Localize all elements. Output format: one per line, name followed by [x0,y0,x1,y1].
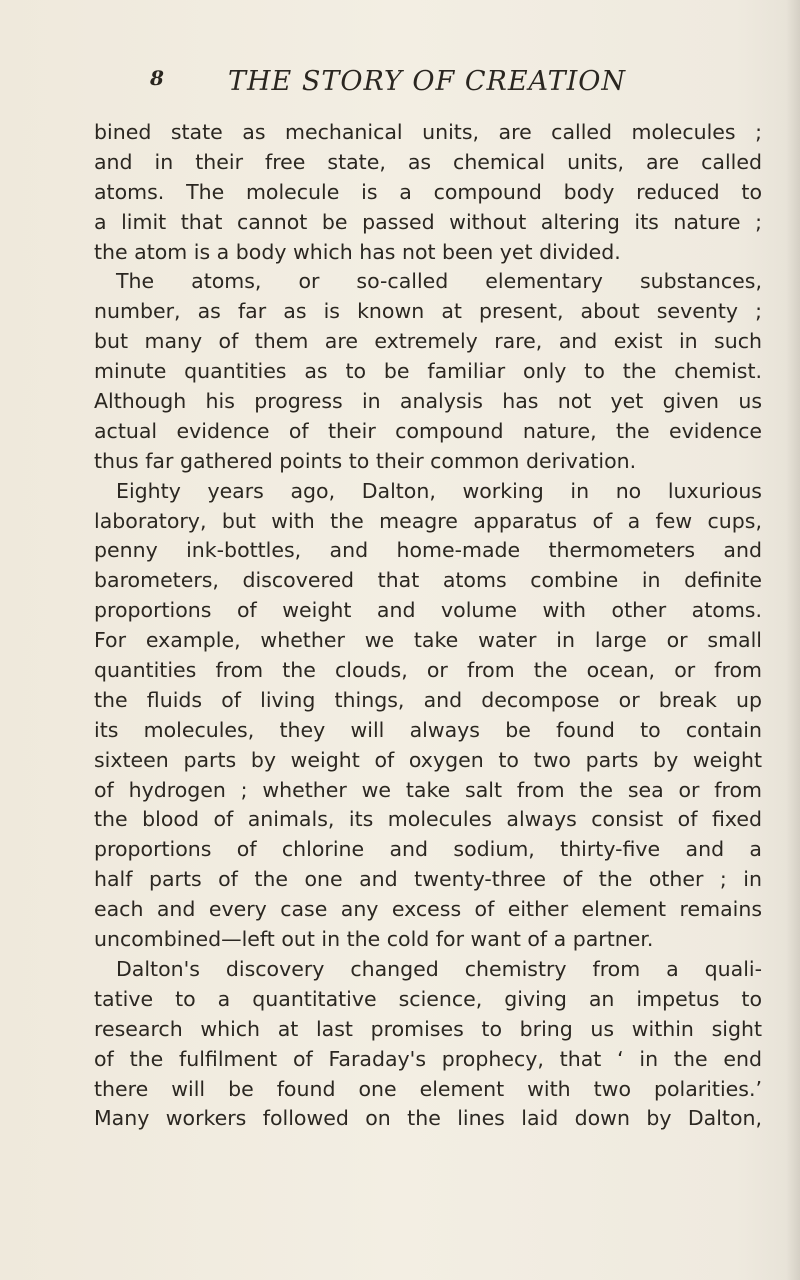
text-line: a limit that cannot be passed without altering its nature ; [94,209,762,234]
text-line: and in their free state, as chemical units, are called [94,149,762,174]
text-line: there will be found one element with two polarities.’ [94,1076,762,1101]
running-head: THE STORY OF CREATION [228,66,626,97]
text-line: barometers, discovered that atoms combine in definite [94,568,762,593]
text-line: quantities from the clouds, or from the ocean, or from [94,658,762,683]
text-line: atoms. The molecule is a compound body reduced to [94,179,762,204]
text-line: its molecules, they will always be found to contain [94,717,762,742]
text-line: Many workers followed on the lines laid down by Dalton, [94,1106,762,1131]
text-line: laboratory, but with the meagre apparatus of a few cups, [94,508,762,533]
text-line: minute quantities as to be familiar only to the chemist. [94,359,762,384]
text-line: sixteen parts by weight of oxygen to two parts by weight [94,747,762,772]
text-line: Eighty years ago, Dalton, working in no luxurious [116,478,762,503]
text-line: penny ink-bottles, and home-made thermometers and [94,538,762,563]
text-line: thus far gathered points to their common derivation. [94,448,637,473]
text-line: The atoms, or so-called elementary substances, [116,269,762,294]
body-text [94,118,762,1134]
page-edge-shadow [786,0,800,1280]
page-number: 8 [150,66,164,90]
text-line: half parts of the one and twenty-three of the other ; in [94,867,762,892]
text-line: For example, whether we take water in large or small [94,628,762,653]
text-line: Although his progress in analysis has not yet given us [94,389,762,414]
text-line: actual evidence of their compound nature, the evidence [94,418,762,443]
text-line: proportions of weight and volume with other atoms. [94,598,762,623]
page-header [150,66,710,106]
text-line: of the fulfilment of Faraday's prophecy, that ‘ in the end [94,1046,762,1071]
text-line: the atom is a body which has not been yet divided. [94,239,621,264]
text-line: each and every case any excess of either element remains [94,897,762,922]
text-line: the blood of animals, its molecules always consist of fixed [94,807,762,832]
text-line: proportions of chlorine and sodium, thirty-five and a [94,837,762,862]
text-line: uncombined—left out in the cold for want of a partner. [94,927,654,952]
text-line: number, as far as is known at present, about seventy ; [94,299,762,324]
text-line: research which at last promises to bring us within sight [94,1016,762,1041]
text-line: the fluids of living things, and decompose or break up [94,687,762,712]
text-line: bined state as mechanical units, are called molecules ; [94,120,762,144]
text-line: Dalton's discovery changed chemistry from a quali- [116,956,762,981]
text-line: but many of them are extremely rare, and exist in such [94,329,762,354]
text-line: of hydrogen ; whether we take salt from the sea or from [94,777,762,802]
text-line: tative to a quantitative science, giving an impetus to [94,986,762,1011]
